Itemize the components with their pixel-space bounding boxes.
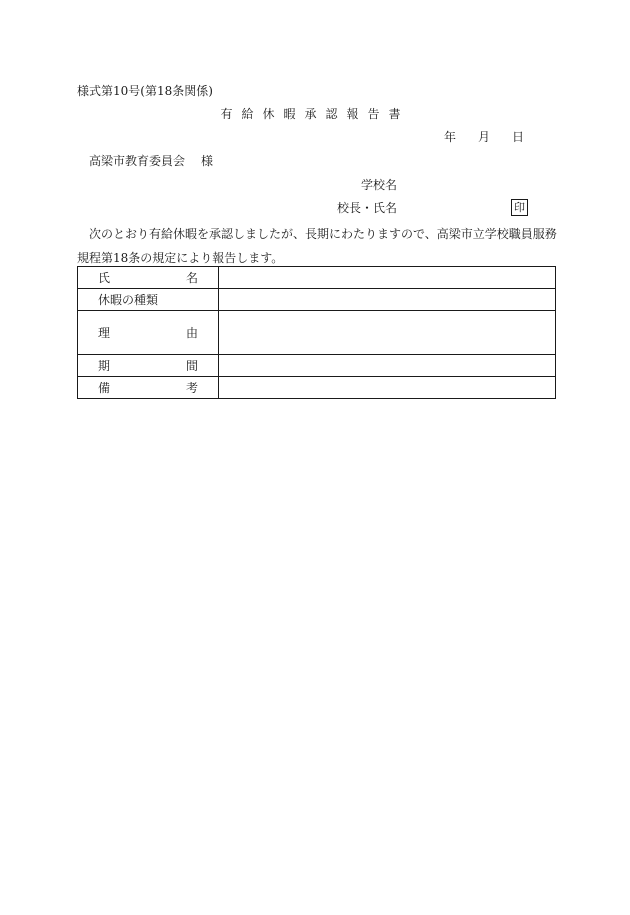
- principal-name-label: 校長・氏名: [337, 201, 398, 215]
- row-label-char: 期: [98, 358, 111, 373]
- date-line: [444, 130, 524, 144]
- school-name-label: 学校名: [361, 178, 398, 192]
- row-label-notes: [78, 377, 219, 399]
- row-label-char: 由: [185, 325, 198, 340]
- table-row-leave-type: [78, 289, 556, 311]
- body-text: 次のとおり有給休暇を承認しましたが、長期にわたりますので、高梁市立学校職員服務規程第18条の規定により報告します。: [77, 227, 557, 265]
- table-row-reason: [78, 311, 556, 355]
- row-label-leave-type: [78, 289, 219, 311]
- table-row-name: [78, 267, 556, 289]
- row-label-name: [78, 267, 219, 289]
- date-year-label: 年: [444, 130, 457, 144]
- row-label-leave-type-text: 休暇の種類: [98, 292, 159, 307]
- addressee-honorific: 様: [201, 154, 214, 168]
- row-label-name-text: [98, 271, 198, 285]
- addressee: [89, 154, 213, 168]
- form-number: 様式第10号(第18条関係): [77, 84, 213, 98]
- date-month-label: 月: [478, 130, 491, 144]
- row-label-char: 氏: [98, 270, 111, 285]
- period-value-field[interactable]: [219, 355, 556, 377]
- reason-value-field[interactable]: [219, 311, 556, 355]
- row-label-reason: [78, 311, 219, 355]
- seal-mark: 印: [511, 199, 528, 216]
- addressee-name: 高梁市教育委員会: [89, 154, 186, 168]
- row-label-period: [78, 355, 219, 377]
- table-row-period: [78, 355, 556, 377]
- row-label-period-text: [98, 359, 198, 373]
- row-label-char: 名: [185, 270, 198, 285]
- row-label-reason-text: [98, 326, 198, 340]
- leave-type-value-field[interactable]: [219, 289, 556, 311]
- row-label-char: 理: [98, 325, 111, 340]
- document-title: 有給休暇承認報告書: [220, 107, 410, 121]
- report-table: [77, 266, 556, 399]
- row-label-notes-text: [98, 381, 198, 395]
- row-label-char: 間: [185, 358, 198, 373]
- notes-value-field[interactable]: [219, 377, 556, 399]
- table-row-notes: [78, 377, 556, 399]
- row-label-char: 考: [185, 380, 198, 395]
- row-label-char: 備: [98, 380, 111, 395]
- date-day-label: 日: [512, 130, 525, 144]
- name-value-field[interactable]: [219, 267, 556, 289]
